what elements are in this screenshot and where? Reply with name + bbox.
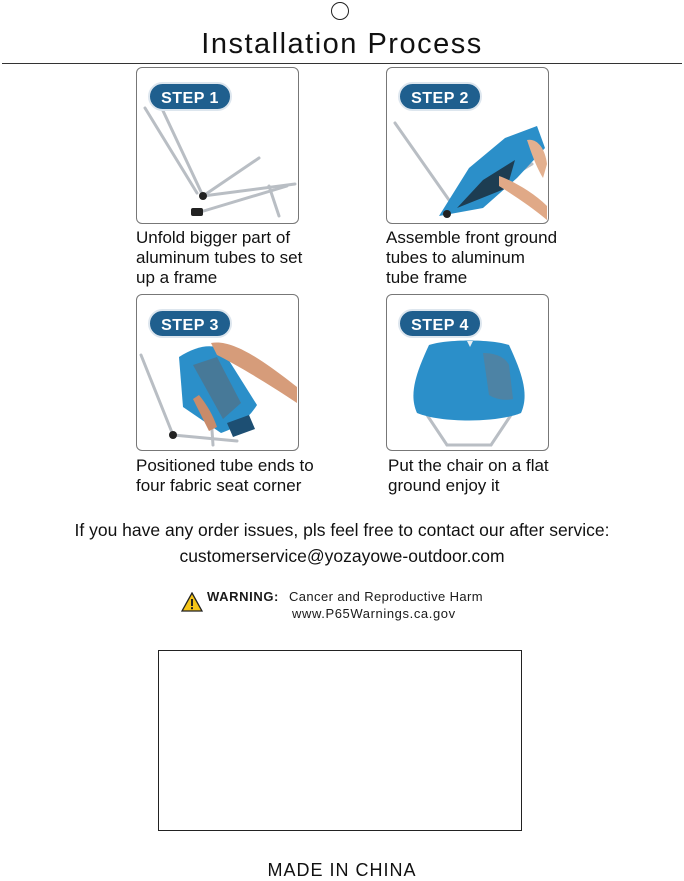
step-1-badge: STEP 1 <box>148 82 232 111</box>
step-1-panel <box>136 67 299 224</box>
step-4-panel <box>386 294 549 451</box>
warning-triangle-icon <box>181 592 203 612</box>
blank-label-box <box>158 650 522 831</box>
step-3-panel <box>136 294 299 451</box>
step-3-caption: Positioned tube ends to four fabric seat corner <box>136 456 314 495</box>
step-2-panel <box>386 67 549 224</box>
step-1-caption: Unfold bigger part of aluminum tubes to set up a frame <box>136 228 303 287</box>
step-4-caption: Put the chair on a flat ground enjoy it <box>388 456 549 495</box>
contact-line: If you have any order issues, pls feel free to contact our after service: <box>74 520 610 540</box>
warning-url: www.P65Warnings.ca.gov <box>292 606 456 621</box>
step-2-badge: STEP 2 <box>398 82 482 111</box>
title-divider <box>2 63 682 64</box>
contact-email: customerservice@yozayowe-outdoor.com <box>179 546 505 566</box>
page-title: Installation Process <box>201 28 483 60</box>
warning-text: Cancer and Reproductive Harm <box>289 589 484 604</box>
hang-hole-icon <box>331 2 349 20</box>
warning-label: WARNING: <box>207 589 279 604</box>
step-2-caption: Assemble front ground tubes to aluminum tube frame <box>386 228 558 287</box>
step-4-badge: STEP 4 <box>398 309 482 338</box>
made-in-label: MADE IN CHINA <box>267 860 417 880</box>
step-3-badge: STEP 3 <box>148 309 232 338</box>
